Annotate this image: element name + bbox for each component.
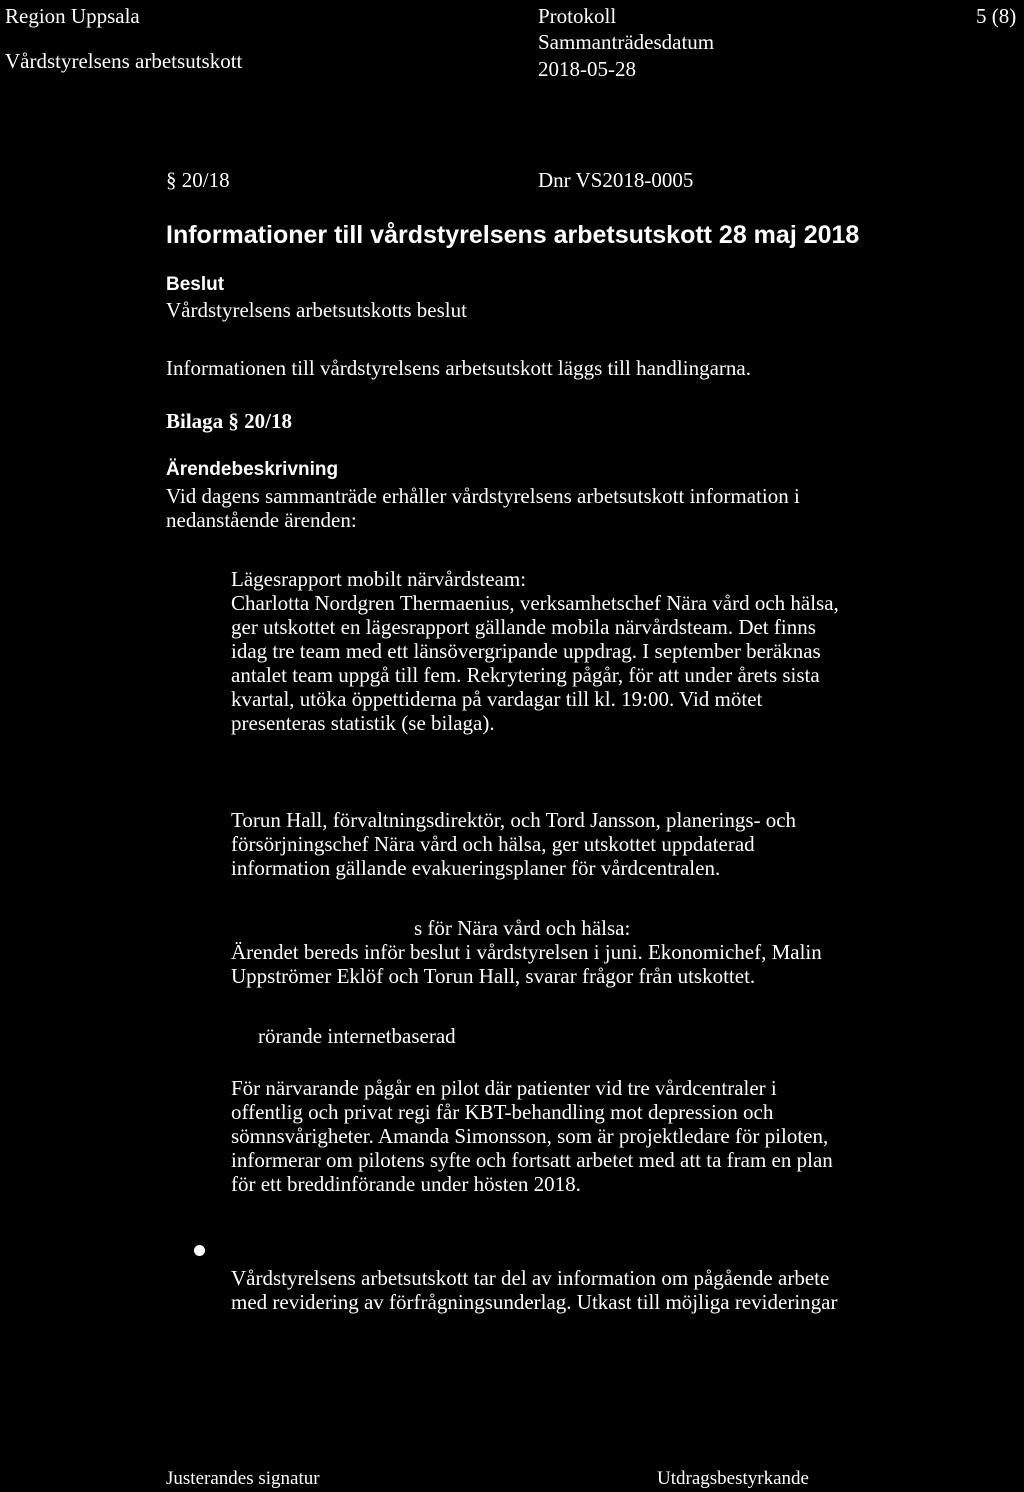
arende-heading: Ärendebeskrivning bbox=[166, 459, 339, 480]
arende-intro-line: Vid dagens sammanträde erhåller vårdstyrelsens arbetsutskott information i bbox=[166, 484, 800, 508]
item-procurement bbox=[231, 1266, 837, 1314]
date-label: Sammanträdesdatum bbox=[538, 30, 715, 54]
item-line: Uppströmer Eklöf och Torun Hall, svarar frågor från utskottet. bbox=[231, 964, 756, 988]
attachment-reference: Bilaga § 20/18 bbox=[166, 409, 293, 433]
item-budget bbox=[231, 916, 822, 988]
item-line: med revidering av förfrågningsunderlag. Utkast till möjliga revideringar bbox=[231, 1290, 838, 1314]
footer-certification-label: Utdragsbestyrkande bbox=[657, 1468, 809, 1489]
item-line: För närvarande pågår en pilot där patienter vid tre vårdcentraler i bbox=[231, 1076, 777, 1100]
document-type: Protokoll bbox=[538, 4, 617, 28]
arende-intro bbox=[166, 484, 800, 532]
item-line: informerar om pilotens syfte och fortsatt arbetet med att ta fram en plan bbox=[231, 1148, 833, 1172]
item-title: rörande internetbaserad bbox=[258, 1024, 456, 1048]
page-title: Informationer till vårdstyrelsens arbetsutskott 28 maj 2018 bbox=[166, 221, 860, 249]
page-number: 5 (8) bbox=[976, 4, 1017, 28]
item-line: ger utskottet en lägesrapport gällande mobila närvårdsteam. Det finns bbox=[231, 615, 816, 639]
case-number: Dnr VS2018-0005 bbox=[538, 168, 694, 192]
org-name: Region Uppsala bbox=[5, 4, 140, 28]
committee-name: Vårdstyrelsens arbetsutskott bbox=[5, 49, 243, 73]
beslut-subheading: Vårdstyrelsens arbetsutskotts beslut bbox=[166, 298, 467, 322]
item-line: idag tre team med ett länsövergripande uppdrag. I september beräknas bbox=[231, 639, 821, 663]
decision-text: Informationen till vårdstyrelsens arbetsutskott läggs till handlingarna. bbox=[166, 356, 751, 380]
item-line: Vårdstyrelsens arbetsutskott tar del av information om pågående arbete bbox=[231, 1266, 830, 1290]
item-line: kvartal, utöka öppettiderna på vardagar till kl. 19:00. Vid mötet bbox=[231, 687, 763, 711]
item-title: s för Nära vård och hälsa: bbox=[414, 916, 631, 940]
item-line: presenteras statistik (se bilaga). bbox=[231, 711, 495, 735]
item-line: sömnsvårigheter. Amanda Simonsson, som är projektledare för piloten, bbox=[231, 1124, 829, 1148]
item-line: information gällande evakueringsplaner för vårdcentralen. bbox=[231, 856, 721, 880]
arende-intro-line: nedanstående ärenden: bbox=[166, 508, 357, 532]
item-title: Lägesrapport mobilt närvårdsteam: bbox=[231, 567, 527, 591]
paragraph-number: § 20/18 bbox=[166, 168, 230, 192]
item-line: antalet team uppgå till fem. Rekrytering pågår, för att under årets sista bbox=[231, 663, 820, 687]
item-line: för ett breddinförande under hösten 2018. bbox=[231, 1172, 581, 1196]
beslut-heading: Beslut bbox=[166, 274, 225, 295]
item-line: försörjningschef Nära vård och hälsa, ger utskottet uppdaterad bbox=[231, 832, 755, 856]
item-line: Torun Hall, förvaltningsdirektör, och Tord Jansson, planerings- och bbox=[231, 808, 797, 832]
item-mobile-team bbox=[231, 567, 839, 735]
bullet-icon bbox=[194, 1245, 205, 1256]
item-line: Charlotta Nordgren Thermaenius, verksamhetschef Nära vård och hälsa, bbox=[231, 591, 839, 615]
meeting-date: 2018-05-28 bbox=[538, 57, 636, 81]
item-evacuation bbox=[231, 808, 796, 880]
footer-signature-label: Justerandes signatur bbox=[166, 1468, 320, 1489]
item-internet-kbt bbox=[231, 1076, 833, 1196]
item-line: Ärendet bereds inför beslut i vårdstyrelsen i juni. Ekonomichef, Malin bbox=[231, 940, 822, 964]
item-line: offentlig och privat regi får KBT-behandling mot depression och bbox=[231, 1100, 774, 1124]
